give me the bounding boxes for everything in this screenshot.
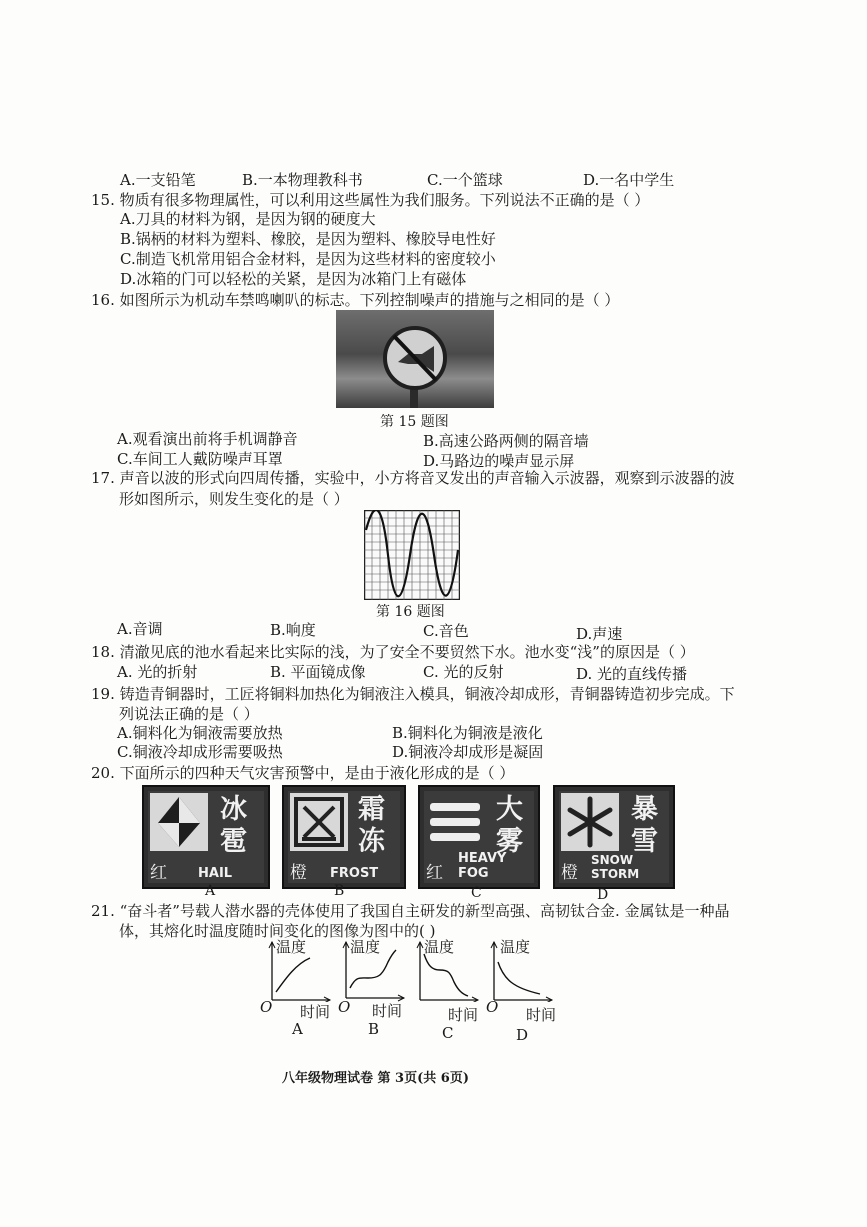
sign-d-english: SNOW STORM <box>591 853 640 881</box>
q14-option-b: B.一本物理教科书 <box>242 171 363 189</box>
q19-option-b: B.铜料化为铜液是液化 <box>392 724 543 742</box>
q19-option-c: C.铜液冷却成形需要吸热 <box>117 743 283 761</box>
sign-b-char-1: 霜 <box>358 794 385 825</box>
graph-d-ylabel: 温度 <box>500 938 531 956</box>
frost-icon <box>290 793 348 851</box>
sign-a-letter: A <box>205 883 216 899</box>
q16-option-d: D.马路边的噪声显示屏 <box>423 452 575 470</box>
sign-b-letter: B <box>334 883 345 899</box>
q15-option-b: B.锅柄的材料为塑料、橡胶，是因为塑料、橡胶导电性好 <box>120 230 496 248</box>
q14-option-c: C.一个篮球 <box>427 171 503 189</box>
sign-d-level: 橙 <box>561 863 578 883</box>
q21-stem-line2: 体，其熔化时温度随时间变化的图像为图中的( ) <box>119 922 436 940</box>
q18-stem: 18. 清澈见底的池水看起来比实际的浅，为了安全不要贸然下水。池水变“浅”的原因是（ ） <box>91 643 695 661</box>
melting-graph-b <box>338 938 408 1038</box>
q17-stem-line2: 形如图所示，则发生变化的是（ ） <box>119 490 349 508</box>
melting-graph-a <box>260 938 332 1038</box>
q19-stem-line1: 19. 铸造青铜器时，工匠将铜料加热化为铜液注入模具，铜液冷却成形，青铜器铸造初步完成。下 <box>91 685 735 703</box>
q17-option-d: D.声速 <box>576 625 623 643</box>
warning-sign-snow-storm <box>553 785 675 889</box>
graph-a-ylabel: 温度 <box>276 938 307 956</box>
graph-d-letter: D <box>516 1026 529 1044</box>
warning-sign-heavy-fog <box>418 785 540 889</box>
oscilloscope-waveform <box>364 510 460 600</box>
q15-stem: 15. 物质有很多物理属性，可以利用这些属性为我们服务。下列说法不正确的是（ ） <box>91 191 650 209</box>
sign-c-english: HEAVY FOG <box>458 851 507 881</box>
sign-a-level: 红 <box>150 863 167 883</box>
melting-graph-d <box>486 938 557 1044</box>
q17-figure-caption: 第 16 题图 <box>376 604 445 620</box>
q17-option-c: C.音色 <box>423 622 469 640</box>
sign-d-char-1: 暴 <box>631 794 658 825</box>
sign-b-level: 橙 <box>290 863 307 883</box>
sign-c-char-2: 雾 <box>496 826 523 857</box>
sign-a-char-1: 冰 <box>220 794 247 825</box>
q17-stem-line1: 17. 声音以波的形式向四周传播，实验中，小方将音叉发出的声音输入示波器，观察到示波器的波 <box>91 469 735 487</box>
warning-sign-frost <box>282 785 406 889</box>
q18-option-a: A. 光的折射 <box>117 663 198 681</box>
sign-a-char-2: 雹 <box>220 826 247 857</box>
q16-option-c: C.车间工人戴防噪声耳罩 <box>117 450 283 468</box>
fog-icon <box>426 793 484 851</box>
q15-option-a: A.刀具的材料为钢，是因为钢的硬度大 <box>120 210 376 228</box>
q20-stem: 20. 下面所示的四种天气灾害预警中，是由于液化形成的是（ ） <box>91 764 515 782</box>
q14-option-a: A.一支铅笔 <box>120 171 196 189</box>
warning-sign-hail <box>142 785 270 889</box>
graph-b-origin: O <box>338 998 351 1016</box>
q14-option-d: D.一名中学生 <box>583 171 675 189</box>
graph-b-letter: B <box>368 1020 380 1038</box>
q19-stem-line2: 列说法正确的是（ ） <box>119 705 259 723</box>
sign-a-english: HAIL <box>198 866 233 881</box>
q21-stem-line1: 21. “奋斗者”号载人潜水器的壳体使用了我国自主研发的新型高强、高韧钛合金. 金属钛是一种晶 <box>91 902 730 920</box>
q16-option-b: B.高速公路两侧的隔音墙 <box>423 432 589 450</box>
sign-b-char-2: 冻 <box>358 826 385 857</box>
sign-c-level: 红 <box>426 863 443 883</box>
graph-a-letter: A <box>292 1020 303 1038</box>
hail-icon <box>150 793 208 851</box>
page-footer: 八年级物理试卷 第 3页(共 6页) <box>282 1071 469 1086</box>
graph-d-origin: O <box>486 998 499 1016</box>
sign-d-letter: D <box>597 887 609 903</box>
graph-a-xlabel: 时间 <box>300 1003 331 1021</box>
q18-option-b: B. 平面镜成像 <box>270 663 366 681</box>
sign-c-char-1: 大 <box>496 794 523 825</box>
no-horn-sign-photo <box>336 310 494 408</box>
q18-option-d: D. 光的直线传播 <box>576 665 688 683</box>
graph-b-xlabel: 时间 <box>372 1002 403 1020</box>
graph-a-origin: O <box>260 998 273 1016</box>
graph-c-ylabel: 温度 <box>424 938 455 956</box>
graph-c-letter: C <box>442 1024 454 1042</box>
sign-c-letter: C <box>471 885 482 901</box>
snowflake-icon <box>561 793 619 851</box>
melting-graph-c <box>414 938 484 1042</box>
q17-option-b: B.响度 <box>270 621 316 639</box>
graph-d-xlabel: 时间 <box>526 1006 557 1024</box>
q19-option-a: A.铜料化为铜液需要放热 <box>117 724 283 742</box>
no-horn-icon <box>336 310 494 408</box>
q15-option-d: D.冰箱的门可以轻松的关紧，是因为冰箱门上有磁体 <box>120 270 467 288</box>
q15-option-c: C.制造飞机常用铝合金材料，是因为这些材料的密度较小 <box>120 250 496 268</box>
sign-b-english: FROST <box>330 866 379 881</box>
q16-figure-caption: 第 15 题图 <box>380 414 449 430</box>
q19-option-d: D.铜液冷却成形是凝固 <box>392 743 544 761</box>
q18-option-c: C. 光的反射 <box>423 663 504 681</box>
q16-stem: 16. 如图所示为机动车禁鸣喇叭的标志。下列控制噪声的措施与之相同的是（ ） <box>91 291 620 309</box>
q17-option-a: A.音调 <box>117 620 163 638</box>
q16-option-a: A.观看演出前将手机调静音 <box>117 430 298 448</box>
graph-b-ylabel: 温度 <box>350 938 381 956</box>
sign-d-char-2: 雪 <box>631 826 658 857</box>
graph-c-xlabel: 时间 <box>448 1006 479 1024</box>
